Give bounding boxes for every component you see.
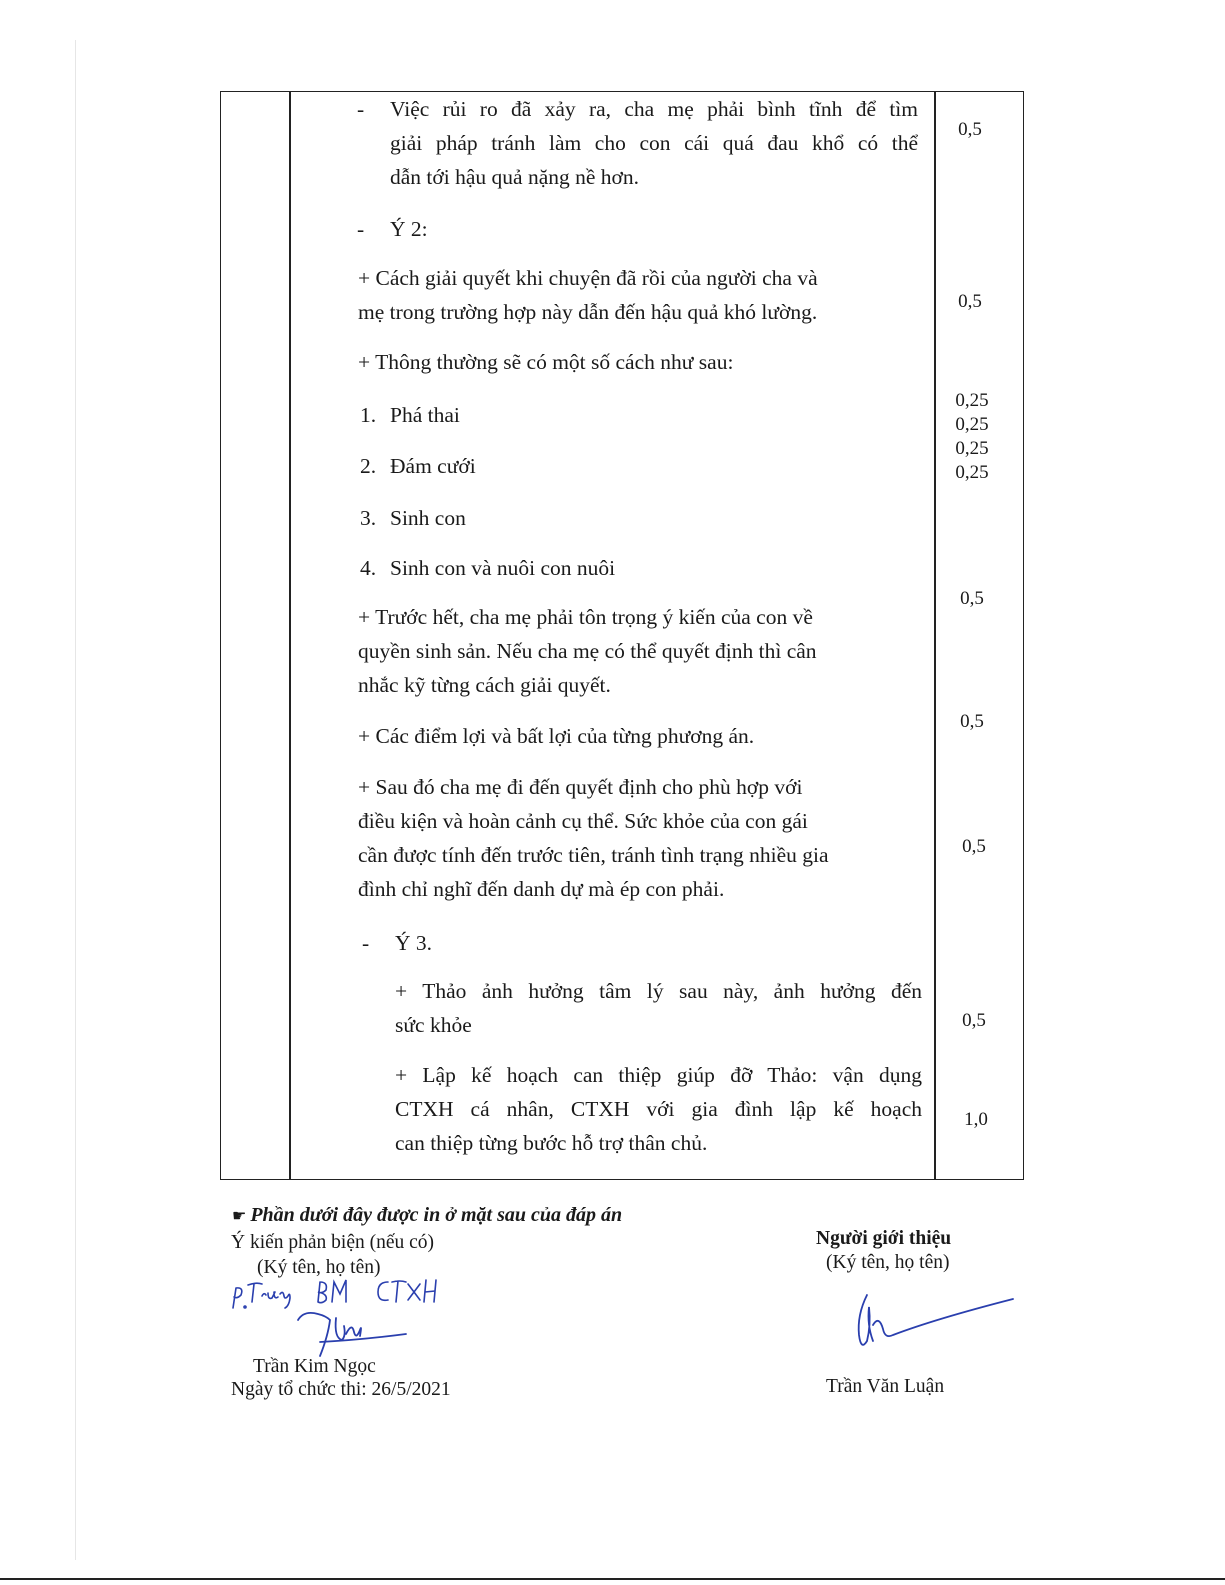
option-text: Phá thai [390, 403, 460, 427]
y2-p3-line1: + Trước hết, cha mẹ phải tôn trọng ý kiến của con về [358, 605, 813, 629]
option-number: 2. [360, 454, 377, 478]
y3-p1-line1: + Thảo ảnh hưởng tâm lý sau này, ảnh hưởng đến [395, 979, 922, 1003]
y2-p4-score: 0,5 [960, 711, 984, 732]
y2-label: Ý 2: [390, 217, 428, 241]
row1-score: 0,5 [958, 119, 982, 140]
y2-p5-score: 0,5 [962, 836, 986, 857]
column-divider-2 [934, 92, 936, 1179]
page-bottom-rule [0, 1578, 1225, 1580]
exam-date: Ngày tổ chức thi: 26/5/2021 [231, 1379, 451, 1400]
reviewer-sign-note: (Ký tên, họ tên) [257, 1257, 381, 1278]
presenter-name: Trần Văn Luận [826, 1376, 945, 1397]
y3-p2-line3: can thiệp từng bước hỗ trợ thân chủ. [395, 1131, 708, 1155]
footer-title-text: Phần dưới đây được in ở mặt sau của đáp án [250, 1204, 623, 1226]
bullet-dash: - [357, 97, 365, 121]
y3-p1-score: 0,5 [962, 1010, 986, 1031]
y2-p1-line2: mẹ trong trường hợp này dẫn đến hậu quả khó lường. [358, 300, 818, 324]
reviewer-name: Trần Kim Ngọc [253, 1356, 376, 1377]
bullet-dash: - [357, 217, 365, 241]
scan-edge-line [75, 40, 76, 1560]
y2-p5-line4: đình chỉ nghĩ đến danh dự mà ép con phải. [358, 877, 725, 901]
footer-title [232, 1204, 622, 1227]
presenter-label: Người giới thiệu [816, 1228, 952, 1249]
option-text: Sinh con và nuôi con nuôi [390, 556, 616, 580]
y3-p2-score: 1,0 [964, 1109, 988, 1130]
y3-p2-line2: CTXH cá nhân, CTXH với gia đình lập kế hoạch [395, 1097, 922, 1121]
y2-p1-score: 0,5 [958, 291, 982, 312]
y3-p2-line1: + Lập kế hoạch can thiệp giúp đỡ Thảo: vận dụng [395, 1063, 922, 1087]
presenter-signature [845, 1285, 1020, 1360]
option-number: 1. [360, 403, 377, 427]
row1-line3: dẫn tới hậu quả nặng nề hơn. [390, 165, 640, 189]
y2-p3-line3: nhắc kỹ từng cách giải quyết. [358, 673, 611, 697]
y2-p5-line1: + Sau đó cha mẹ đi đến quyết định cho phù hợp với [358, 775, 803, 799]
y3-p1-line2: sức khỏe [395, 1013, 472, 1037]
y2-p3-line2: quyền sinh sản. Nếu cha mẹ có thể quyết định thì cân [358, 639, 817, 663]
y3-label: Ý 3. [395, 931, 433, 955]
option-score: 0,25 [955, 390, 989, 411]
option-number: 3. [360, 506, 377, 530]
option-number: 4. [360, 556, 377, 580]
option-text: Đám cưới [390, 454, 476, 478]
y2-p4-line1: + Các điểm lợi và bất lợi của từng phương án. [358, 724, 755, 748]
option-score: 0,25 [955, 438, 989, 459]
row1-line1: Việc rủi ro đã xảy ra, cha mẹ phải bình tĩnh để tìm [390, 97, 918, 121]
y2-p5-line3: cần được tính đến trước tiên, tránh tình trạng nhiều gia [358, 843, 829, 867]
option-text: Sinh con [390, 506, 466, 530]
y2-p1-line1: + Cách giải quyết khi chuyện đã rồi của người cha và [358, 266, 818, 290]
presenter-sign-note: (Ký tên, họ tên) [826, 1252, 950, 1273]
option-score: 0,25 [955, 462, 989, 483]
y2-p2: + Thông thường sẽ có một số cách như sau: [358, 350, 734, 374]
option-score: 0,25 [955, 414, 989, 435]
y2-p5-line2: điều kiện và hoàn cảnh cụ thể. Sức khỏe của con gái [358, 809, 808, 833]
reviewer-label: Ý kiến phản biện (nếu có) [231, 1232, 435, 1253]
column-divider-1 [289, 92, 291, 1179]
pointing-hand-icon: ☛ [232, 1208, 247, 1225]
bullet-dash: - [362, 931, 370, 955]
row1-line2: giải pháp tránh làm cho con cái quá đau khổ có thể [390, 131, 918, 155]
y2-p3-score: 0,5 [960, 588, 984, 609]
